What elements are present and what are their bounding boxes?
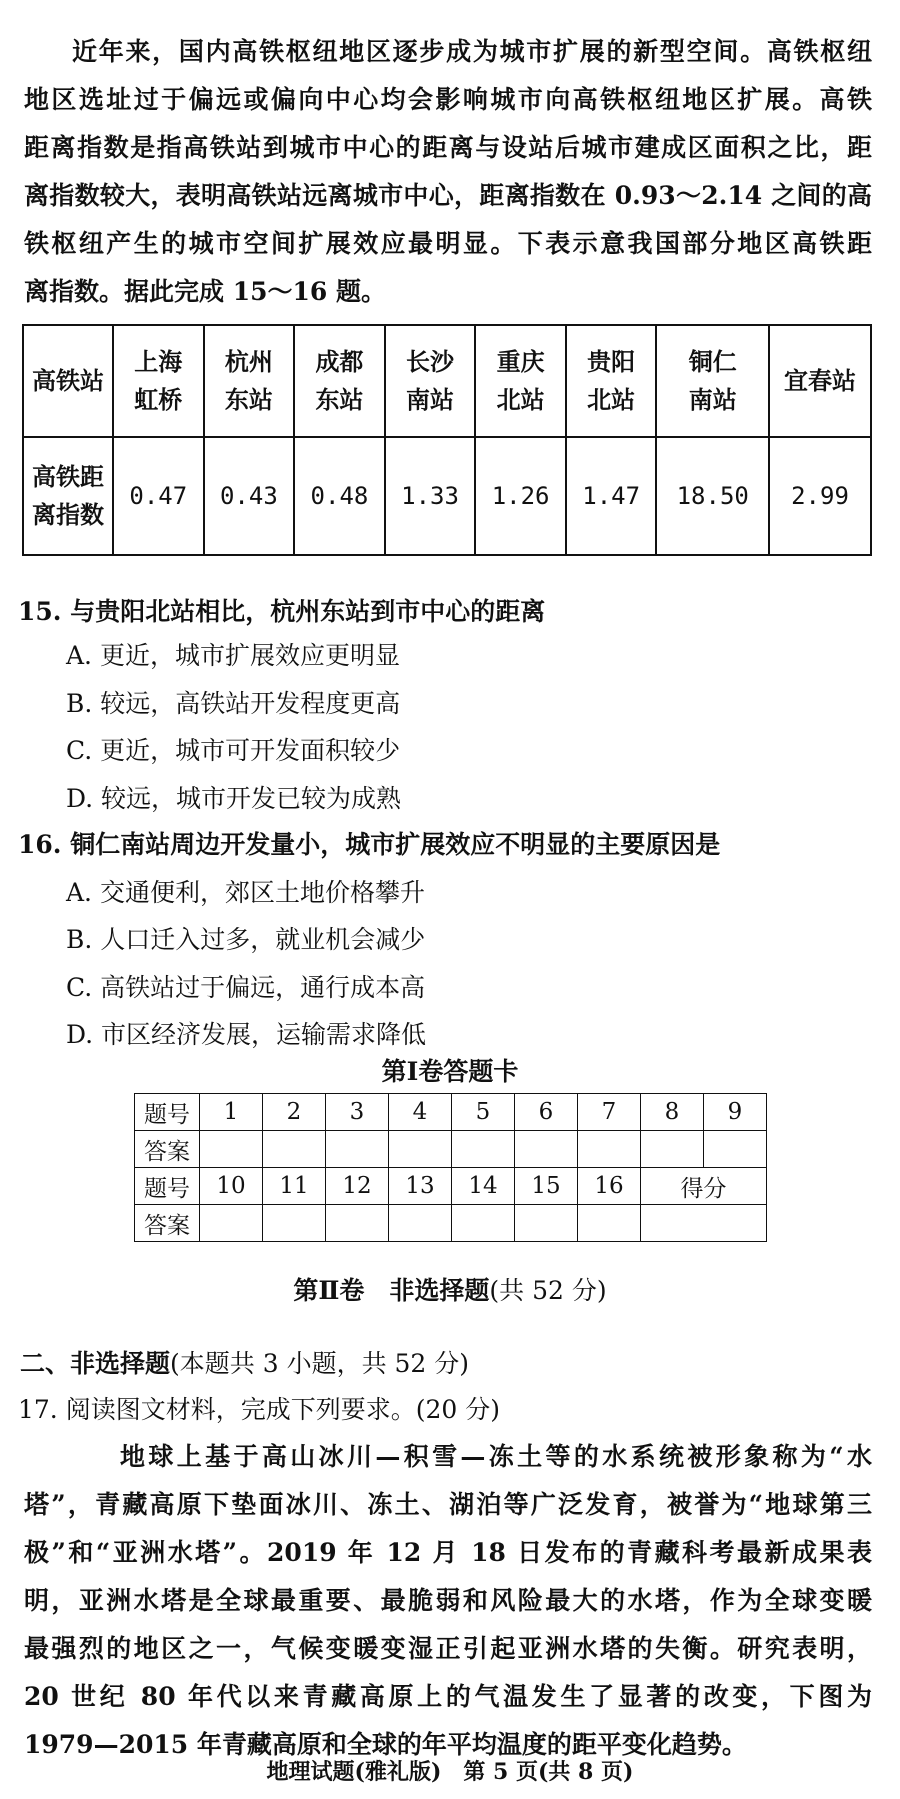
q16-option-c[interactable]: C. 高铁站过于偏远，通行成本高 <box>66 973 426 1002</box>
number-label: 题号 <box>135 1094 200 1131</box>
question-number: 7 <box>578 1094 641 1131</box>
question-number: 2 <box>263 1094 326 1131</box>
table-row <box>135 1094 767 1131</box>
material-line: 20 世纪 80 年代以来青藏高原上的气温发生了显著的改变，下图为 <box>24 1682 872 1711</box>
question-15-stem: 15. 与贵阳北站相比，杭州东站到市中心的距离 <box>18 597 546 626</box>
answer-cell[interactable] <box>389 1205 452 1242</box>
answer-cell[interactable] <box>704 1131 767 1168</box>
answer-card-table <box>134 1093 767 1242</box>
answer-cell[interactable] <box>200 1205 263 1242</box>
station-cell: 长沙 南站 <box>385 325 476 437</box>
section-2-title <box>0 1271 900 1307</box>
question-17-material <box>24 1433 872 1769</box>
intro-line: 地区选址过于偏远或偏向中心均会影响城市向高铁枢纽地区扩展。高铁 <box>24 85 872 114</box>
distance-index-table <box>22 324 872 556</box>
index-value-cell: 1.47 <box>566 437 657 555</box>
question-number: 8 <box>641 1094 704 1131</box>
table-header-cell: 高铁站 <box>23 325 113 437</box>
section-2-heading <box>20 1344 469 1380</box>
station-cell: 宜春站 <box>769 325 871 437</box>
question-number: 13 <box>389 1168 452 1205</box>
q15-option-d[interactable]: D. 较远，城市开发已较为成熟 <box>66 784 402 813</box>
q16-option-b[interactable]: B. 人口迁入过多，就业机会减少 <box>66 925 426 954</box>
question-number: 4 <box>389 1094 452 1131</box>
section-2-heading-note: (本题共 3 小题，共 52 分) <box>170 1349 470 1378</box>
station-cell: 贵阳 北站 <box>566 325 657 437</box>
intro-paragraph <box>24 28 872 316</box>
station-cell: 杭州 东站 <box>204 325 295 437</box>
q16-option-d[interactable]: D. 市区经济发展，运输需求降低 <box>66 1020 427 1049</box>
question-number: 6 <box>515 1094 578 1131</box>
answer-cell[interactable] <box>515 1205 578 1242</box>
answer-cell[interactable] <box>452 1131 515 1168</box>
intro-line: 铁枢纽产生的城市空间扩展效应最明显。下表示意我国部分地区高铁距 <box>24 229 872 258</box>
question-number: 15 <box>515 1168 578 1205</box>
section-2-title-main: 第Ⅱ卷 非选择题 <box>293 1276 490 1305</box>
station-cell: 重庆 北站 <box>475 325 566 437</box>
table-row <box>135 1168 767 1205</box>
question-number: 10 <box>200 1168 263 1205</box>
station-cell: 上海 虹桥 <box>113 325 204 437</box>
score-label: 得分 <box>641 1168 767 1205</box>
section-2-points: (共 52 分) <box>489 1276 607 1305</box>
answer-cell[interactable] <box>578 1205 641 1242</box>
question-number: 9 <box>704 1094 767 1131</box>
index-value-cell: 1.33 <box>385 437 476 555</box>
table-row <box>135 1131 767 1168</box>
intro-line: 离指数。据此完成 15～16 题。 <box>24 277 386 306</box>
answer-cell[interactable] <box>389 1131 452 1168</box>
station-cell: 铜仁 南站 <box>656 325 769 437</box>
material-line: 1979—2015 年青藏高原和全球的年平均温度的距平变化趋势。 <box>24 1730 747 1759</box>
material-line: 地球上基于高山冰川—积雪—冻土等的水系统被形象称为“水 <box>120 1442 872 1471</box>
question-number: 11 <box>263 1168 326 1205</box>
answer-cell[interactable] <box>326 1205 389 1242</box>
answer-cell[interactable] <box>452 1205 515 1242</box>
station-cell: 成都 东站 <box>294 325 385 437</box>
answer-cell[interactable] <box>578 1131 641 1168</box>
q15-option-b[interactable]: B. 较远，高铁站开发程度更高 <box>66 689 401 718</box>
question-16-stem: 16. 铜仁南站周边开发量小，城市扩展效应不明显的主要原因是 <box>18 830 721 859</box>
answer-label: 答案 <box>135 1131 200 1168</box>
material-line: 明，亚洲水塔是全球最重要、最脆弱和风险最大的水塔，作为全球变暖 <box>24 1586 872 1615</box>
table-header-cell: 高铁距 离指数 <box>23 437 113 555</box>
answer-cell[interactable] <box>326 1131 389 1168</box>
section-2-heading-label: 二、非选择题 <box>20 1349 171 1378</box>
question-17-stem: 17. 阅读图文材料，完成下列要求。(20 分) <box>18 1395 500 1424</box>
question-number: 3 <box>326 1094 389 1131</box>
material-line: 极”和“亚洲水塔”。2019 年 12 月 18 日发布的青藏科考最新成果表 <box>24 1538 872 1567</box>
number-label: 题号 <box>135 1168 200 1205</box>
index-value-cell: 18.50 <box>656 437 769 555</box>
index-value-cell: 0.47 <box>113 437 204 555</box>
score-cell[interactable] <box>641 1205 767 1242</box>
intro-line: 距离指数是指高铁站到城市中心的距离与设站后城市建成区面积之比，距 <box>24 133 872 162</box>
q15-option-c[interactable]: C. 更近，城市可开发面积较少 <box>66 736 401 765</box>
material-line: 最强烈的地区之一，气候变暖变湿正引起亚洲水塔的失衡。研究表明， <box>24 1634 872 1663</box>
answer-cell[interactable] <box>515 1131 578 1168</box>
index-value-cell: 1.26 <box>475 437 566 555</box>
answer-cell[interactable] <box>263 1131 326 1168</box>
table-row <box>135 1205 767 1242</box>
intro-line: 近年来，国内高铁枢纽地区逐步成为城市扩展的新型空间。高铁枢纽 <box>72 37 872 66</box>
q16-option-a[interactable]: A. 交通便利，郊区土地价格攀升 <box>66 878 425 907</box>
index-value-cell: 0.48 <box>294 437 385 555</box>
answer-cell[interactable] <box>263 1205 326 1242</box>
index-value-cell: 0.43 <box>204 437 295 555</box>
question-number: 1 <box>200 1094 263 1131</box>
question-number: 16 <box>578 1168 641 1205</box>
intro-line: 离指数较大，表明高铁站远离城市中心，距离指数在 0.93～2.14 之间的高 <box>24 181 872 210</box>
material-line: 塔”，青藏高原下垫面冰川、冻土、湖泊等广泛发育，被誉为“地球第三 <box>24 1490 872 1519</box>
answer-label: 答案 <box>135 1205 200 1242</box>
table-row <box>23 437 871 555</box>
page-footer: 地理试题(雅礼版) 第 5 页(共 8 页) <box>266 1759 634 1785</box>
question-number: 14 <box>452 1168 515 1205</box>
question-number: 12 <box>326 1168 389 1205</box>
index-value-cell: 2.99 <box>769 437 871 555</box>
question-number: 5 <box>452 1094 515 1131</box>
answer-card-title: 第Ⅰ卷答题卡 <box>381 1057 519 1086</box>
answer-cell[interactable] <box>200 1131 263 1168</box>
q15-option-a[interactable]: A. 更近，城市扩展效应更明显 <box>66 641 400 670</box>
answer-cell[interactable] <box>641 1131 704 1168</box>
table-row <box>23 325 871 437</box>
